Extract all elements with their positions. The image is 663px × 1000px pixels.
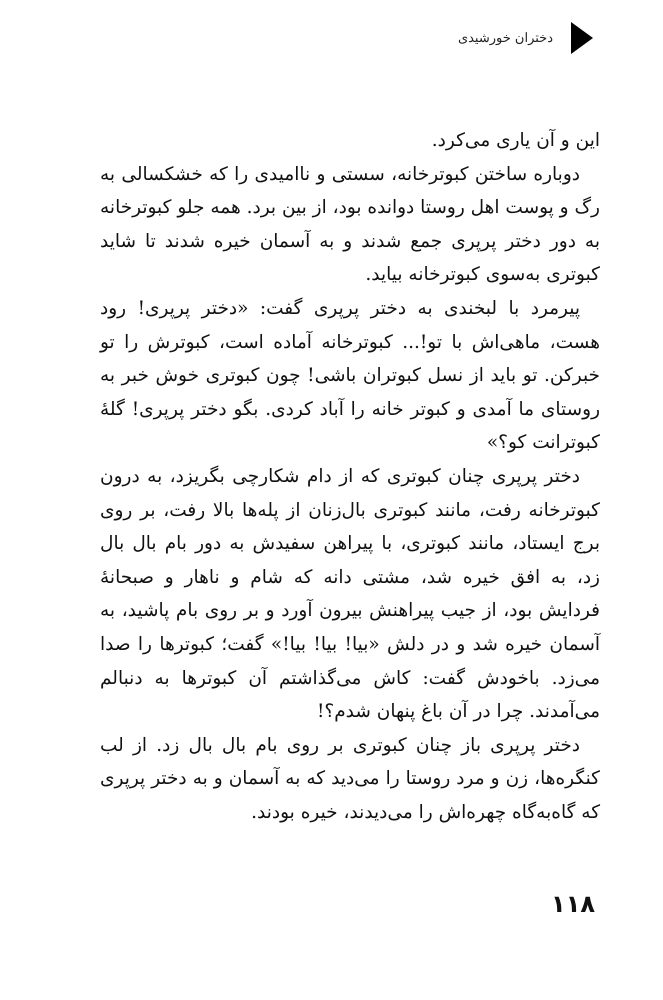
body-text: [100, 124, 600, 829]
paragraph-2: دوباره ساختن کبوترخانه، سستی و ناامیدی را که خشکسالی به رگ و پوست اهل روستا دوانده بود، از بین برد. همه جلو کبوترخانه به دور دختر پرپری جمع شدند و به آسمان خیره شدند تا شاید کبوتری به‌سوی کبوترخانه بیاید.: [100, 163, 600, 286]
paragraph-5: دختر پرپری باز چنان کبوتری بر روی بام بال بال زد. از لب کنگره‌ها، زن و مرد روستا را می‌دید که به آسمان و به دختر پرپری که گاه‌به‌گاه چهره‌اش را می‌دیدند، خیره بودند.: [100, 734, 600, 823]
paragraph-4: دختر پرپری چنان کبوتری که از دام شکارچی بگریزد، به درون کبوترخانه رفت، مانند کبوتری بال‌زنان از پله‌ها بالا رفت، بر روی برج ایستاد، مانند کبوتری، با پیراهن سفیدش به دور بام بال بال زد، به افق خیره شد، مشتی دانه که شام و ناهار و صبحانهٔ فردایش بود، از جیب پیراهنش بیرون آورد و بر روی بام پاشید، به آسمان خیره شد و در دلش «بیا! بیا! بیا!» گفت؛ کبوترها را صدا می‌زد. باخودش گفت: کاش می‌گذاشتم آن کبوترها به دنبالم می‌آمدند. چرا در آن باغ پنهان شدم؟!: [100, 465, 600, 723]
header-triangle-marker: [571, 22, 593, 54]
page-number: ۱۱۸: [551, 890, 595, 918]
running-header: [458, 18, 593, 58]
paragraph-3: پیرمرد با لبخندی به دختر پرپری گفت: «دختر پرپری! رود هست، ماهی‌اش با تو!... کبوترخانه آماده است، کبوترش را تو خبرکن. تو باید از نسل کبوتران باشی! چون کبوتری خوش خبر به روستای ما آمدی و کبوتر خانه را آباد کردی. بگو دختر پرپری! گلهٔ کبوترانت کو؟»: [100, 297, 600, 454]
header-title: دختران خورشیدی: [457, 30, 553, 46]
paragraph-1: این و آن یاری می‌کرد.: [431, 130, 600, 151]
